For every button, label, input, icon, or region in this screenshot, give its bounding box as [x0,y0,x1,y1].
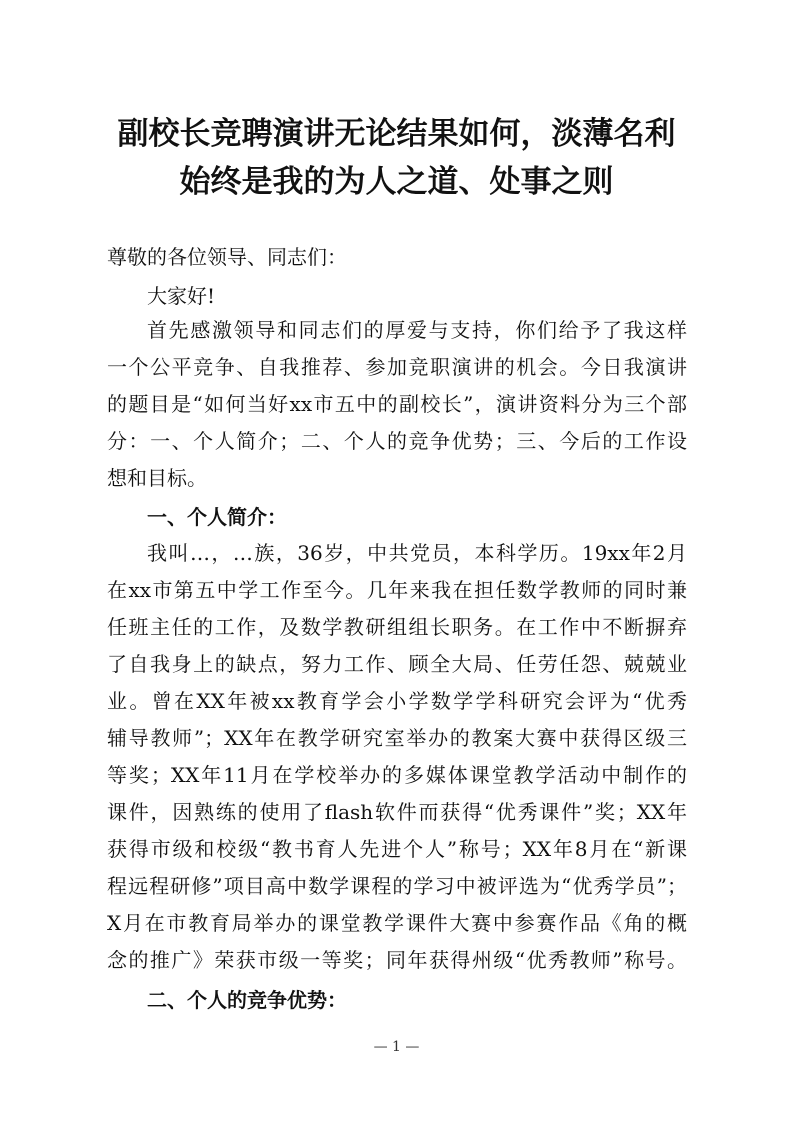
profile-line-11: X月在市教育局举办的课堂教学课件大赛中参赛作品《角的概 [107,911,687,935]
profile-line-10: 程远程研修”项目高中数学课程的学习中被评选为“优秀学员”； [107,874,687,898]
profile-line-3: 任班主任的工作，及数学教研组组长职务。在工作中不断摒弃 [107,615,687,639]
profile-line-8: 课件，因熟练的使用了flash软件而获得“优秀课件”奖；XX年 [107,800,687,824]
section-heading-advantages: 二、个人的竞争优势： [147,988,347,1012]
section-heading-profile: 一、个人简介： [147,505,287,529]
intro-line-1: 首先感激领导和同志们的厚爱与支持，你们给予了我这样 [147,318,687,342]
greeting: 大家好! [147,284,216,308]
intro-line-2: 一个公平竞争、自我推荐、参加竞职演讲的机会。今日我演讲 [107,355,687,379]
document-title-line-1: 副校长竞聘演讲无论结果如何，淡薄名利 [117,116,676,152]
salutation: 尊敬的各位领导、同志们： [107,245,347,269]
document-title-line-2: 始终是我的为人之道、处事之则 [179,164,614,200]
intro-line-4: 分：一、个人简介；二、个人的竞争优势；三、今后的工作设 [107,429,687,453]
profile-line-9: 获得市级和校级“教书育人先进个人”称号；XX年8月在“新课 [107,837,687,861]
profile-line-4: 了自我身上的缺点，努力工作、顾全大局、任劳任怨、兢兢业 [107,652,687,676]
profile-line-2: 在xx市第五中学工作至今。几年来我在担任数学教师的同时兼 [107,578,687,602]
profile-line-6: 辅导教师”；XX年在教学研究室举办的教案大赛中获得区级三 [107,726,687,750]
profile-line-7: 等奖；XX年11月在学校举办的多媒体课堂教学活动中制作的 [107,763,687,787]
profile-line-5: 业。曾在XX年被xx教育学会小学数学学科研究会评为“优秀 [107,689,687,713]
profile-line-12: 念的推广》荣获市级一等奖；同年获得州级“优秀教师”称号。 [107,948,687,972]
page-number: — 1 — [373,1039,420,1055]
intro-line-5: 想和目标。 [107,466,207,490]
intro-line-3: 的题目是“如何当好xx市五中的副校长”，演讲资料分为三个部 [107,392,687,416]
profile-line-1: 我叫…，…族，36岁，中共党员，本科学历。19xx年2月 [147,541,687,565]
